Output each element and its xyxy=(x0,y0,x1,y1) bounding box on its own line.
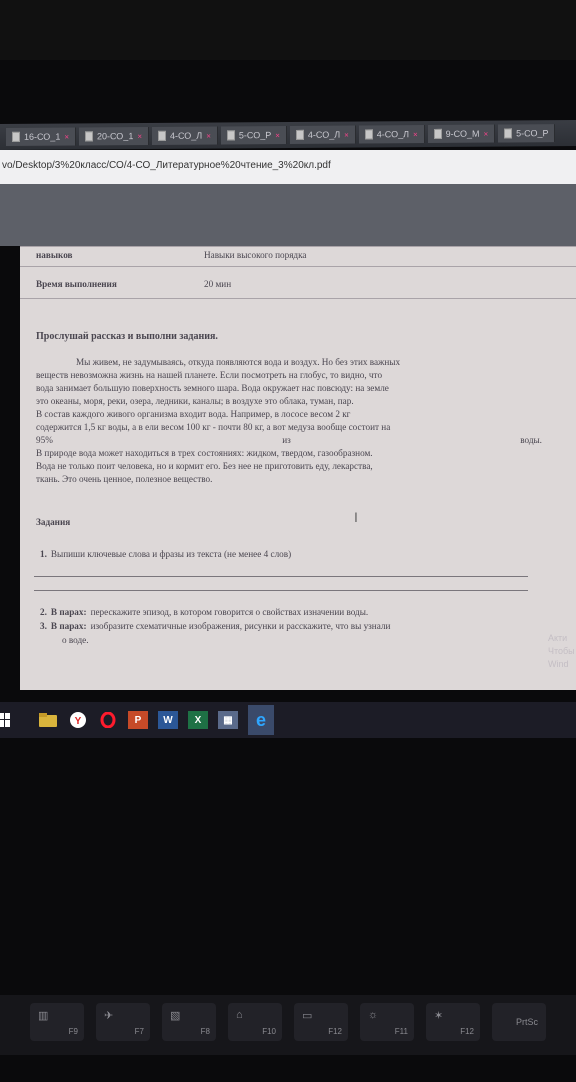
watermark-line: Чтобы xyxy=(548,646,575,656)
task-continuation: о воде. xyxy=(62,635,89,645)
browser-tab[interactable] xyxy=(428,125,495,143)
text-line xyxy=(36,434,542,447)
address-bar[interactable] xyxy=(0,150,576,184)
task-number: 2. xyxy=(40,607,47,617)
monitor-bezel-top xyxy=(0,0,576,60)
opera-icon[interactable] xyxy=(98,711,118,729)
text-line: вода занимает большую поверхность земного шара. Вода окружает нас повсюду: на земле xyxy=(36,383,389,393)
brightness-up-icon: ✶ xyxy=(434,1010,444,1022)
time-value: 20 мин xyxy=(204,279,232,289)
time-label: Время выполнения xyxy=(36,279,117,289)
tab-label: 16-СО_1 xyxy=(24,131,61,142)
start-icon[interactable] xyxy=(0,711,10,729)
text-line: Мы живем, не задумываясь, откуда появляются вода и воздух. Но без этих важных xyxy=(76,357,401,367)
tab-label: 4-СО_Л xyxy=(170,130,203,141)
key-f9: ▥ F9 xyxy=(30,1003,84,1041)
key-f8: ▧ F8 xyxy=(162,1003,216,1041)
edge-icon[interactable]: e xyxy=(248,705,274,735)
skills-value: Навыки высокого порядка xyxy=(204,250,307,260)
address-url: vo/Desktop/3%20класс/СО/4-СО_Литературное%20чтение_3%20кл.pdf xyxy=(2,160,331,171)
laptop-keyboard xyxy=(0,995,576,1055)
pdf-file-icon xyxy=(296,130,304,140)
brightness-down-icon: ☼ xyxy=(368,1009,379,1021)
browser-tab[interactable] xyxy=(498,124,555,142)
key-f7: ✈ F7 xyxy=(96,1003,150,1041)
text-line: содержится 1,5 кг воды, а в ели весом 100 кг - почти 80 кг, а вот медуза вообще состоит на xyxy=(36,422,391,432)
close-icon[interactable]: × xyxy=(206,131,211,141)
tab-label: 5-СО_Р xyxy=(238,130,272,141)
meta-row-time xyxy=(36,278,556,291)
answer-line xyxy=(34,576,528,577)
watermark-line: Wind xyxy=(548,659,569,669)
key-prtsc: PrtSc xyxy=(492,1003,546,1041)
task-text: Выпиши ключевые слова и фразы из текста (не менее 4 слов) xyxy=(50,549,292,559)
tab-label: 9-СО_М xyxy=(445,128,480,139)
task-item xyxy=(40,548,540,561)
key-f10: ⌂ F10 xyxy=(228,1003,282,1041)
pdf-file-icon xyxy=(85,131,93,141)
meta-row-skills xyxy=(36,249,556,262)
watermark-line: Акти xyxy=(548,633,568,643)
text-line: В природе вода может находиться в трех состояниях: жидком, твердом, газообразном. xyxy=(36,448,373,458)
close-icon[interactable]: × xyxy=(344,130,349,140)
pdf-viewer-background xyxy=(0,184,576,246)
browser-tab[interactable] xyxy=(290,126,356,144)
key-f12b: ✶ F12 xyxy=(426,1003,480,1041)
close-icon[interactable]: × xyxy=(483,129,489,139)
task-item xyxy=(40,620,540,633)
task-bold: В парах: xyxy=(50,621,87,631)
pdf-file-icon xyxy=(365,129,373,139)
close-icon[interactable]: × xyxy=(137,131,142,141)
task-number: 1. xyxy=(40,549,47,559)
file-explorer-icon[interactable] xyxy=(38,711,58,729)
pdf-page xyxy=(20,246,576,690)
pdf-file-icon xyxy=(434,129,442,139)
tab-label: 4-СО_Л xyxy=(376,129,409,140)
word-icon[interactable]: W xyxy=(158,711,178,729)
text-fragment: из xyxy=(282,435,291,445)
touchpad-icon: ▧ xyxy=(170,1010,181,1022)
browser-tab[interactable] xyxy=(221,126,287,144)
task-bold: В парах: xyxy=(50,607,87,617)
table-border xyxy=(20,266,576,267)
close-icon[interactable]: × xyxy=(64,132,69,142)
airplane-icon: ✈ xyxy=(104,1010,114,1022)
yandex-browser-icon[interactable] xyxy=(68,711,88,729)
table-border xyxy=(20,246,576,247)
text-line: это океаны, моря, реки, озера, ледники, каналы; в воздухе это облака, туман, пар. xyxy=(36,396,354,406)
pdf-file-icon xyxy=(504,128,512,138)
text-cursor-icon: I xyxy=(354,509,358,525)
task-text: изобразите схематичные изображения, рисунки и расскажите, что вы узнали xyxy=(90,621,391,631)
pdf-file-icon xyxy=(227,130,235,140)
tasks-title: Задания xyxy=(36,517,71,527)
task-number: 3. xyxy=(40,621,47,631)
key-f12a: ▭ F12 xyxy=(294,1003,348,1041)
browser-tab[interactable] xyxy=(6,127,76,145)
tab-label: 5-СО_Р xyxy=(516,128,549,139)
text-line: ткань. Это очень ценное, полезное вещество. xyxy=(36,474,213,484)
tab-label: 20-СО_1 xyxy=(97,131,134,142)
windows-activation-watermark xyxy=(548,632,575,671)
tab-label: 4-СО_Л xyxy=(307,129,341,140)
table-border xyxy=(20,298,576,299)
browser-tab[interactable] xyxy=(152,126,218,144)
close-icon[interactable]: × xyxy=(413,129,418,139)
text-fragment: 95% xyxy=(36,435,53,445)
story-text xyxy=(36,356,542,486)
text-fragment: воды. xyxy=(520,435,542,445)
browser-tab[interactable] xyxy=(79,127,149,145)
skills-label: навыков xyxy=(36,250,73,260)
document-heading: Прослушай рассказ и выполни задания. xyxy=(36,331,218,342)
windows-taskbar xyxy=(0,702,576,738)
display-icon: ▭ xyxy=(302,1010,313,1022)
text-line: Вода не только поит человека, но и кормит его. Без нее не приготовить еду, лекарства, xyxy=(36,461,373,471)
answer-line xyxy=(34,590,528,591)
pdf-file-icon xyxy=(158,131,166,141)
browser-tab-bar xyxy=(0,120,576,150)
lock-icon: ⌂ xyxy=(236,1009,243,1021)
task-item xyxy=(40,606,540,619)
text-line: В состав каждого живого организма входит вода. Например, в лососе весом 2 кг xyxy=(36,409,351,419)
text-line: веществ невозможна жизнь на нашей планете. Если посмотреть на глобус, то видно, что xyxy=(36,370,383,380)
powerpoint-icon[interactable]: P xyxy=(128,711,148,729)
key-f11: ☼ F11 xyxy=(360,1003,414,1041)
pdf-file-icon xyxy=(12,132,20,142)
mute-icon: ▥ xyxy=(38,1010,49,1022)
excel-icon[interactable]: X xyxy=(188,711,208,729)
task-text: перескажите эпизод, в котором говорится о свойствах изначении воды. xyxy=(90,607,369,617)
close-icon[interactable]: × xyxy=(275,130,280,140)
photos-icon[interactable]: ▦ xyxy=(218,711,238,729)
svg-text:Y: Y xyxy=(74,716,82,727)
browser-tab[interactable] xyxy=(359,125,425,143)
